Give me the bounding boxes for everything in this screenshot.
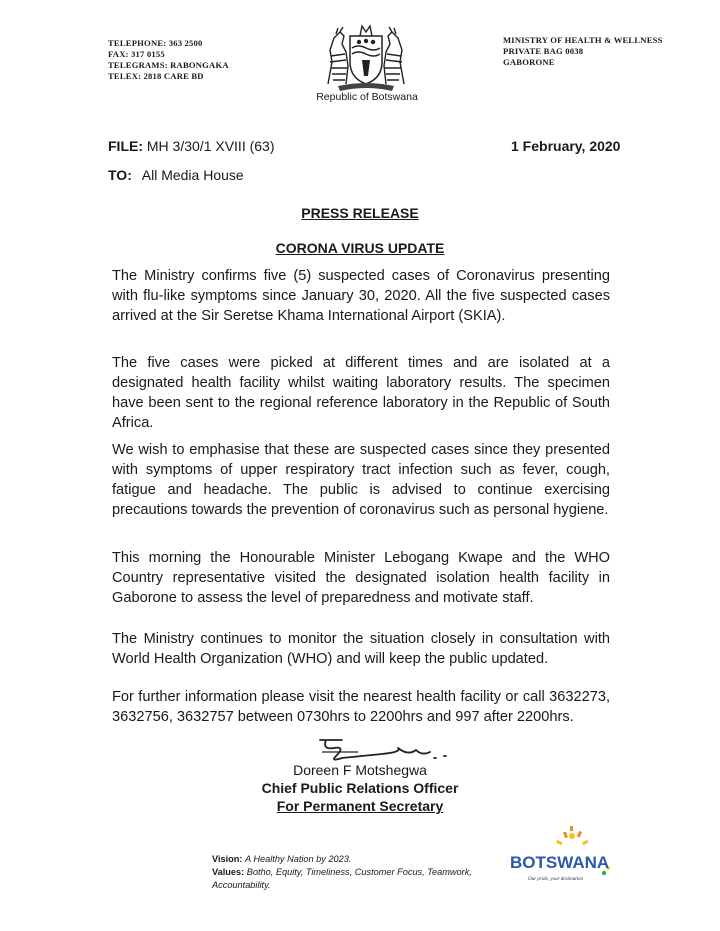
paragraph-isolation: The five cases were picked at different times and are isolated at a designated health facility whilst waiting laboratory results. The specimen have been sent to the regional reference laboratory in the Republic of South Africa. [112, 355, 610, 431]
signatory-on-behalf: For Permanent Secretary [276, 798, 444, 814]
logo-dot-icon [569, 833, 575, 839]
fax-line: FAX: 317 0155 [108, 49, 165, 59]
recipient-line [108, 167, 244, 183]
paragraph-minister-visit: This morning the Honourable Minister Lebogang Kwape and the WHO Country representative visited the designated isolation health facility in Gaborone to assess the level of preparedness and motivate staff. [112, 550, 610, 606]
file-reference [108, 138, 275, 154]
telephone-line: TELEPHONE: 363 2500 [108, 38, 203, 48]
private-bag-line: PRIVATE BAG 0038 [503, 46, 584, 56]
ministry-address [503, 35, 663, 68]
telex-line: TELEX: 2818 CARE BD [108, 71, 204, 81]
paragraph-monitoring: The Ministry continues to monitor the situation closely in consultation with World Health Organization (WHO) and will keep the public updated. [112, 631, 610, 667]
footer-vision-values [212, 853, 502, 892]
values-label: Values: [212, 867, 245, 877]
vision-text: A Healthy Nation by 2023. [245, 854, 352, 864]
vision-line [212, 853, 502, 866]
paragraph-suspected-cases: The Ministry confirms five (5) suspected cases of Coronavirus presenting with flu-like symptoms since January 30, 2020. All the five suspected cases arrived at the Sir Seretse Khama International Airport (SKIA). [112, 268, 610, 324]
values-text: Botho, Equity, Timeliness, Customer Focus, Teamwork, Accountability. [212, 867, 472, 890]
signatory-name-text: Doreen F Motshegwa [293, 762, 427, 778]
brand-tagline-text: Our pride, your destination [528, 877, 583, 882]
subject-heading: CORONA VIRUS UPDATE [275, 240, 445, 256]
values-line [212, 866, 502, 892]
letterhead-contacts [108, 38, 229, 82]
press-release-heading: PRESS RELEASE [301, 205, 419, 221]
city-line: GABORONE [503, 57, 555, 67]
republic-of-botswana-label: Republic of Botswana [316, 91, 418, 103]
release-date: 1 February, 2020 [511, 138, 621, 154]
brand-name-text: BOTSWANA [510, 853, 610, 872]
file-label: FILE: [108, 138, 143, 154]
handwritten-signature [312, 732, 462, 766]
signatory-name [0, 762, 720, 778]
paragraph-symptoms: We wish to emphasise that these are suspected cases since they presented with symptoms of upper respiratory tract infection such as fever, cough, fatigue and headache. The public is advised to continue exercising precautions towards the prevention of coronavirus such as personal hygiene. [112, 442, 610, 518]
paragraph-contact-info: For further information please visit the nearest health facility or call 3632273, 3632756, 3632757 between 0730hrs to 2200hrs and 997 after 2200hrs. [112, 689, 610, 725]
telegrams-line: TELEGRAMS: RABONGAKA [108, 60, 229, 70]
botswana-coat-of-arms-icon [318, 22, 414, 92]
to-label: TO: [108, 167, 132, 183]
ministry-name: MINISTRY OF HEALTH & WELLNESS [503, 35, 663, 45]
botswana-tourism-logo [508, 826, 618, 890]
vision-label: Vision: [212, 854, 243, 864]
file-value: MH 3/30/1 XVIII (63) [146, 138, 275, 154]
signatory-title: Chief Public Relations Officer [261, 780, 459, 796]
recipient-value: All Media House [141, 167, 244, 183]
